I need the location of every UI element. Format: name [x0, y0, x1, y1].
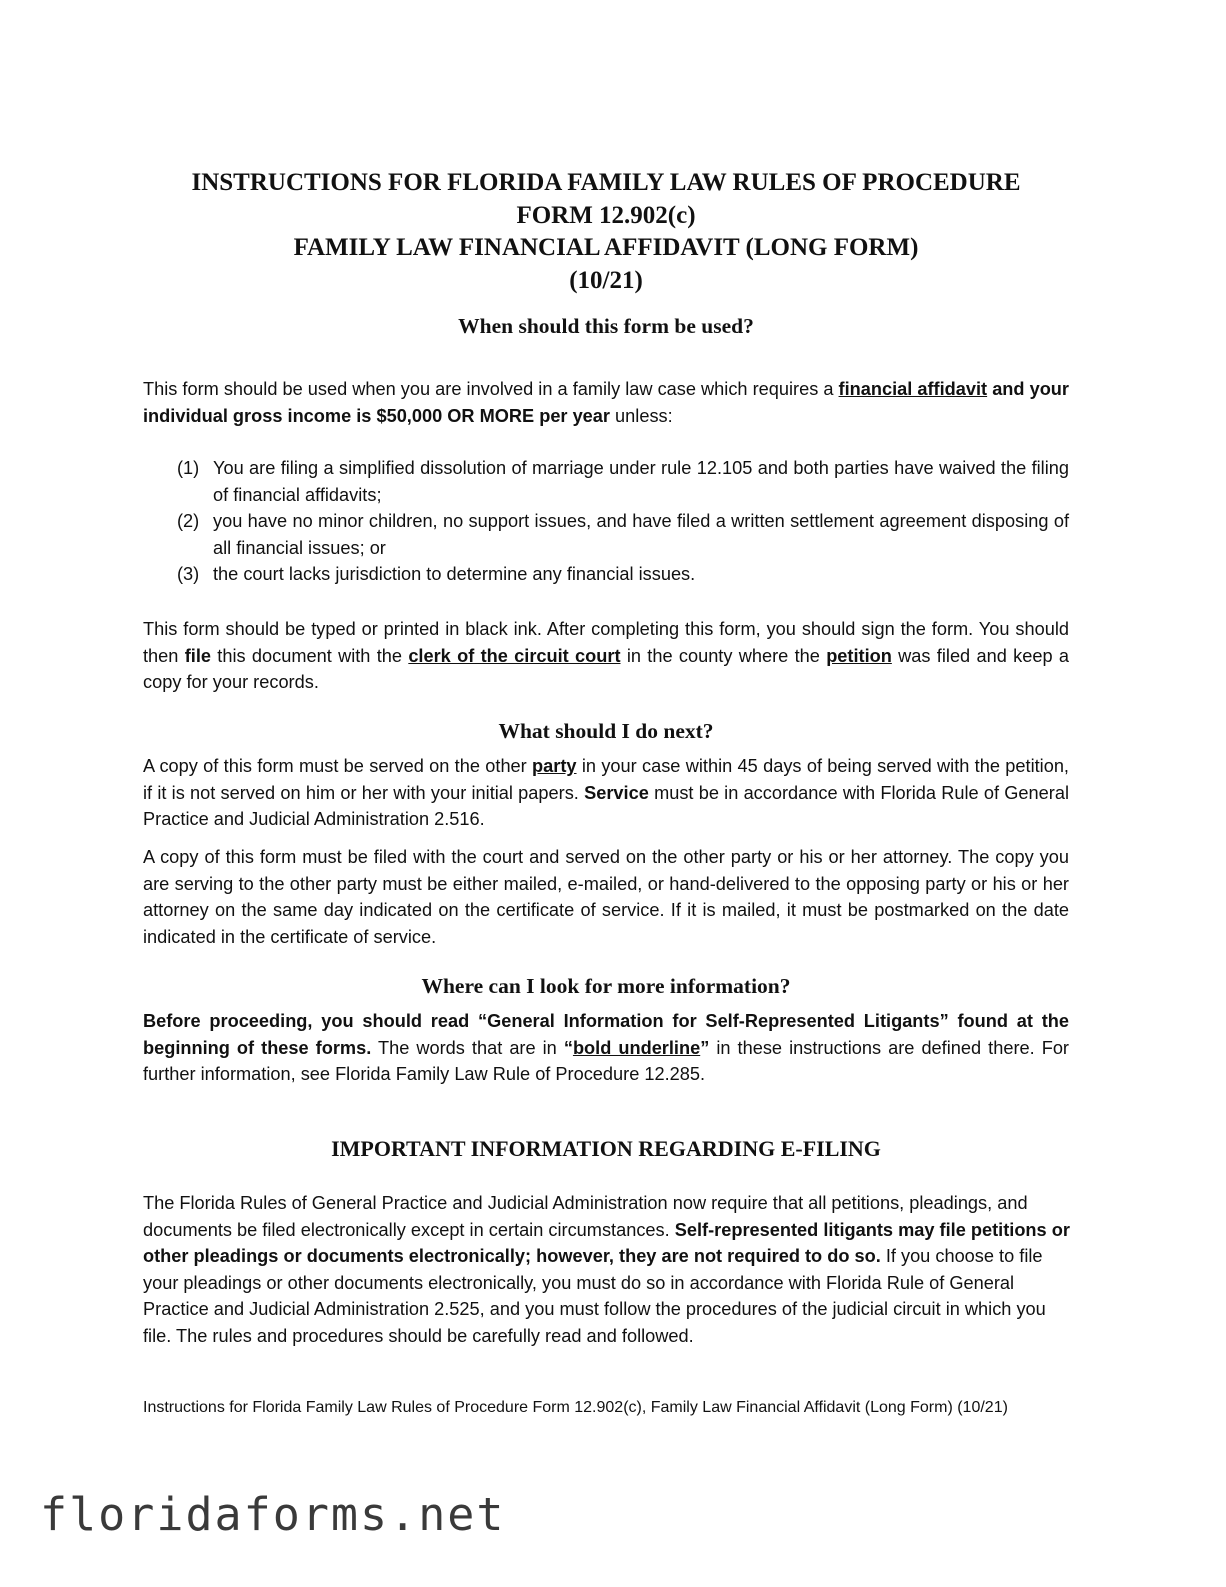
- link-bold-underline[interactable]: bold underline: [572, 1037, 701, 1058]
- watermark: floridaforms.net: [40, 1488, 506, 1541]
- heading-more-info: Where can I look for more information?: [421, 974, 791, 998]
- paragraph-when-used: This form should be used when you are involved in a family law case which requires a financial affidavit and your individual gross income is $50,000 OR MORE per year unless:: [143, 379, 1069, 426]
- link-petition[interactable]: petition: [826, 645, 892, 666]
- title-line-2: FORM 12.902(c): [516, 201, 696, 229]
- heading-what-next: What should I do next?: [498, 719, 714, 743]
- paragraph-service: A copy of this form must be served on the other party in your case within 45 days of being served with the petition, if it is not served on him or her with your initial papers. Service must be in accordance with Florida Rule of General Practice and Judicial Administration 2.516.: [143, 756, 1069, 829]
- link-financial-affidavit[interactable]: financial affidavit: [838, 379, 988, 399]
- heading-when-used: When should this form be used?: [458, 314, 754, 338]
- title-line-1: INSTRUCTIONS FOR FLORIDA FAMILY LAW RULES OF PROCEDURE: [191, 169, 1021, 196]
- page-footer: Instructions for Florida Family Law Rules of Procedure Form 12.902(c), Family Law Financial Affidavit (Long Form) (10/21): [143, 1399, 1008, 1416]
- list-item: (1) You are filing a simplified dissolution of marriage under rule 12.105 and both parties have waived the filing of financial affidavits;: [177, 458, 1069, 505]
- paragraph-more-info: Before proceeding, you should read “General Information for Self-Represented Litigants” found at the beginning of these forms. The words that are in “bold underline” in these instructions are defined there. For further information, see Florida Family Law Rule of Procedure 12.285.: [143, 1011, 1069, 1084]
- exceptions-list: [175, 455, 1069, 588]
- link-party[interactable]: party: [532, 756, 577, 776]
- title-line-3: FAMILY LAW FINANCIAL AFFIDAVIT (LONG FORM): [293, 234, 919, 261]
- list-item: (3) the court lacks jurisdiction to determine any financial issues.: [177, 564, 696, 584]
- list-item: (2) you have no minor children, no support issues, and have filed a written settlement agreement disposing of all financial issues; or: [177, 511, 1069, 558]
- paragraph-filing: This form should be typed or printed in black ink. After completing this form, you should sign the form. You should then file this document with the clerk of the circuit court in the county where the petition was filed and keep a copy for your records.: [143, 619, 1069, 692]
- paragraph-copy-filed: A copy of this form must be filed with the court and served on the other party or his or her attorney. The copy you are serving to the other party must be either mailed, e-mailed, or hand-delivered to the opposing party or his or her attorney on the same day indicated on the certificate of service. If it is mailed, it must be postmarked on the date indicated in the certificate of service.: [143, 847, 1069, 947]
- heading-e-filing: IMPORTANT INFORMATION REGARDING E-FILING: [331, 1136, 881, 1161]
- title-line-4: (10/21): [569, 266, 643, 294]
- paragraph-e-filing: The Florida Rules of General Practice and Judicial Administration now require that all petitions, pleadings, and documents be filed electronically except in certain circumstances. Self-represented litigants may file petitions or other pleadings or documents electronically; however, they are not required to do so. If you choose to file your pleadings or other documents electronically, you must do so in accordance with Florida Rule of General Practice and Judicial Administration 2.525, and you must follow the procedures of the judicial circuit in which you file. The rules and procedures should be carefully read and followed.: [143, 1193, 1070, 1346]
- link-clerk-of-circuit-court[interactable]: clerk of the circuit court: [408, 645, 621, 666]
- document-title: [143, 167, 1069, 297]
